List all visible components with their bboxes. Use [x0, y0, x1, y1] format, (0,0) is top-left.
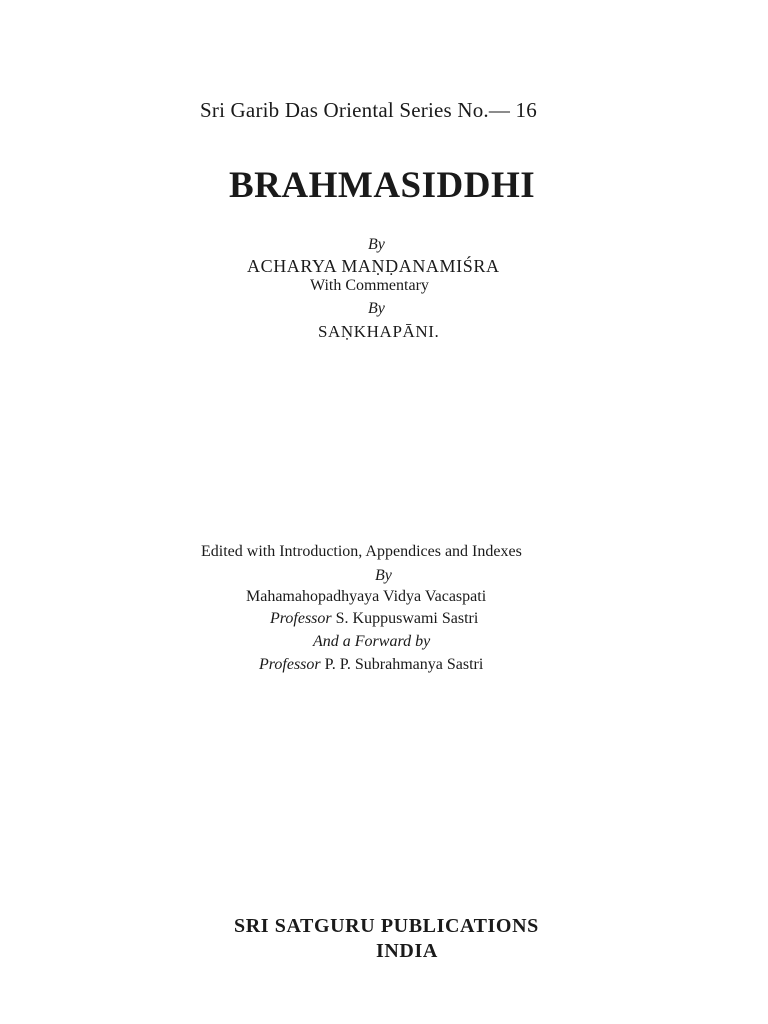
- editor-honorific: Mahamahopadhyaya Vidya Vacaspati: [246, 588, 487, 605]
- edited-line: Edited with Introduction, Appendices and Indexes: [201, 543, 522, 560]
- with-commentary-label: With Commentary: [310, 277, 429, 294]
- commentator-name: SAṆKHAPĀNI.: [318, 322, 440, 341]
- series-line: Sri Garib Das Oriental Series No.— 16: [200, 98, 537, 122]
- editor-1: [270, 610, 478, 628]
- forward-label: And a Forward by: [313, 633, 431, 650]
- editor-2: [259, 656, 483, 674]
- editor-2-name: P. P. Subrahmanya Sastri: [324, 656, 484, 673]
- editor-2-title: Professor: [259, 656, 321, 673]
- publisher-country: INDIA: [376, 940, 438, 962]
- by-label: By: [368, 300, 385, 317]
- editor-1-title: Professor: [270, 610, 332, 627]
- by-label: By: [375, 567, 392, 584]
- publisher-name: SRI SATGURU PUBLICATIONS: [234, 915, 539, 937]
- editor-1-name: S. Kuppuswami Sastri: [335, 610, 479, 627]
- book-title: BRAHMASIDDHI: [229, 165, 536, 206]
- by-label: By: [368, 236, 385, 253]
- author-name: ACHARYA MAṆḌANAMIŚRA: [247, 256, 500, 276]
